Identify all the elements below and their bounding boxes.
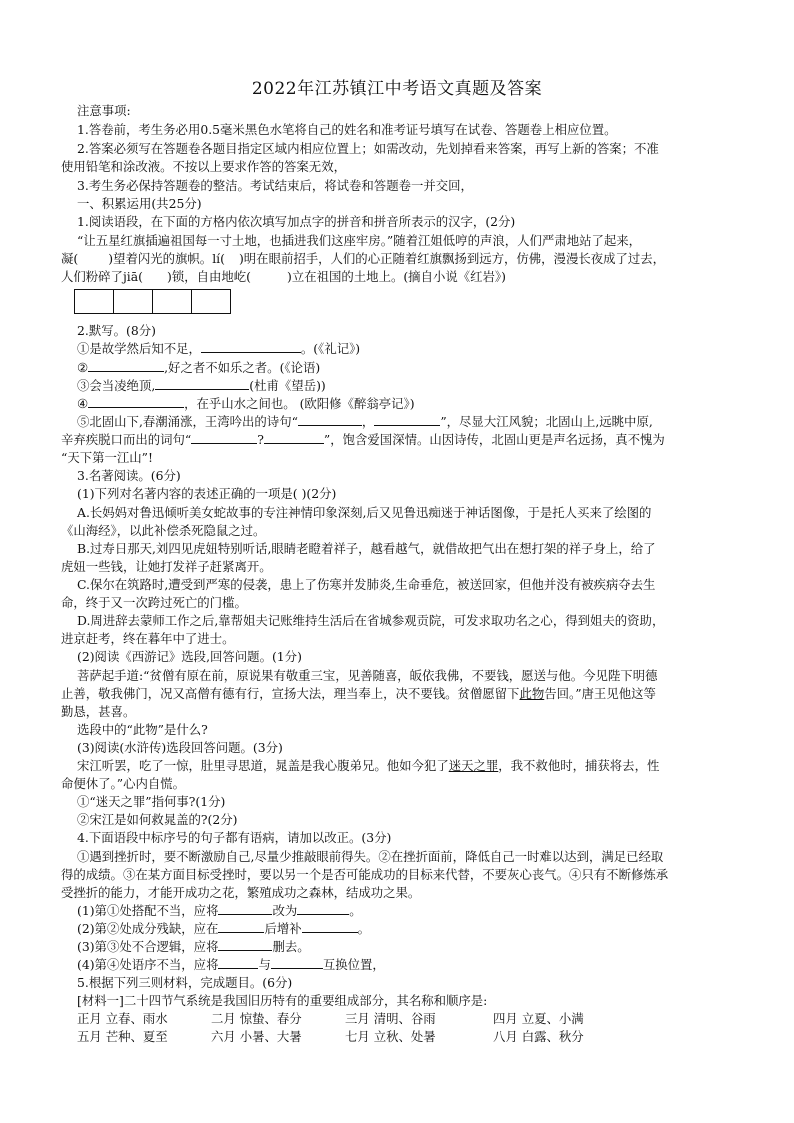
q2-line-6: 辛弃疾脱口而出的词句“ ? ”，饱含爱国深情。山因诗传，北固山更是声名远扬，真不愧为 [61,432,665,447]
q3-stem: 3.名著阅读。(6分) [77,468,181,483]
q4-passage-line-3: 受挫折的能力，才能开成功之花，繁殖成功之森林，结成功之果。 [61,885,421,900]
xiyouji-excerpt-line-2: 止善，敬我佛门，况又高僧有德有行，宣扬大法，理当奉上，决不要钱。贫僧愿留下此物告回。”唐王见他这等 [61,686,656,701]
q3-sub-1: (1)下列对名著内容的表述正确的一项是( )(2分) [77,486,337,501]
q3-option-d: D.周进辞去蒙师工作之后,靠帮姐夫记账维持生活后在省城参观贡院，可发求取功名之心，得到姐夫的资助， [77,613,665,628]
xiyouji-excerpt-line-3: 勤恳，甚喜。 [61,704,136,719]
notice-item-1: 1.答卷前，考生务必用0.5毫米黑色水笔将自己的姓名和准考证号填写在试卷、答题卷上相应位置。 [77,122,617,137]
q4-answer-1: (1)第①处搭配不当，应将 改为 。 [77,903,362,918]
q3-option-a: A.长妈妈对鲁迅倾听美女蛇故事的专注神情印象深刻,后又见鲁迅痴迷于神话图像，于是托人买来了绘图的 [77,505,652,520]
q3-option-b-cont: 虎妞一些钱，让她打发祥子赶紧离开。 [61,559,272,574]
q1-passage-line-1: “让五星红旗插遍祖国每一寸土地，也插进我们这座牢房。”随着江姐低哼的声浪，人们严肃地站了起来， [77,233,642,248]
q2-line-3: ③会当凌绝顶, (杜甫《望岳)) [77,378,326,393]
notice-heading: 注意事项: [77,103,131,118]
solar-terms-row-2: 五月 芒种、夏至 六月 小暑、大暑 七月 立秋、处暑 八月 白露、秋分 [77,1029,584,1044]
q4-answer-4: (4)第④处语序不当，应将 与 互换位置， [77,957,385,972]
q4-stem: 4.下面语段中标序号的句子都有语病，请加以改正。(3分) [77,830,392,845]
q2-line-4: ④ ，在乎山水之间也。 (欧阳修《醉翁亭记》) [77,396,415,411]
answer-box[interactable] [191,289,231,314]
q2-stem: 2.默写。(8分) [77,323,156,338]
q3-option-c: C.保尔在筑路时,遭受到严寒的侵袭，患上了伤寒并发肺炎,生命垂危，被送回家，但他并没有被疾病夺去生 [77,577,656,592]
q3-option-c-cont: 命，终于又一次跨过死亡的门槛。 [61,595,247,610]
q3-sub-3-question-1: ①“迷天之罪”指何事?(1分) [77,794,226,809]
q2-line-2: ② ,好之者不如乐之者。(《论语) [77,360,321,375]
q4-answer-2: (2)第②处成分残缺，应在 后增补 。 [77,921,371,936]
page-title: 2022年江苏镇江中考语文真题及答案 [251,79,543,99]
xiyouji-excerpt-line-1: 菩萨起手道:“贫僧有原在前，原说果有敬重三宝，见善随喜，皈依我佛，不要钱，愿送与他。今见陛下明德 [77,668,658,683]
q5-material-1: [材料一]二十四节气系统是我国旧历特有的重要组成部分，其名称和顺序是: [77,993,488,1008]
answer-box[interactable] [74,289,114,314]
answer-box[interactable] [113,289,153,314]
shuihu-excerpt-line-2: 命便休了。”心内自慌。 [61,776,186,791]
q3-sub-3: (3)阅读(水浒传)选段回答问题。(3分) [77,740,283,755]
q3-sub-3-question-2: ②宋江是如何救晁盖的?(2分) [77,812,238,827]
q4-passage-line-2: 得的成绩。③在某方面目标受挫时，要以另一个是否可能成功的目标来代替，不要灰心丧气。④只有不断修炼承 [61,867,669,882]
q1-passage-line-2: 凝( )望着闪光的旗帜。lí( )明在眼前招手，人们的心正随着红旗飘扬到远方，仿佛，漫漫长夜成了过去， [61,251,666,266]
notice-item-2: 2.答案必须写在答题卷各题目指定区域内相应位置上；如需改动，先划掉看来答案，再写上新的答案；不准 [77,141,659,156]
q3-option-a-cont: 《山海经》，以此补偿杀死隐鼠之过。 [61,523,266,538]
solar-terms-row-1: 正月 立春、雨水 二月 惊蛰、春分 三月 清明、谷雨 四月 立夏、小满 [77,1011,584,1026]
q1-answer-boxes[interactable] [74,289,230,314]
answer-box[interactable] [152,289,192,314]
section-1-heading: 一、积累运用(共25分) [77,196,202,211]
q1-passage-line-3: 人们粉碎了jiā( )锁，自由地屹( )立在祖国的土地上。(摘自小说《红岩》) [61,269,506,284]
q2-line-7: “天下第一江山”! [61,450,153,465]
q4-passage-line-1: ①遇到挫折时，要不断激励自己,尽量少推敲眼前得失。②在挫折面前，降低自己一时难以达到，满足已经取 [77,849,664,864]
q3-option-b: B.过寿日那天,刘四见虎妞特别听话,眼睛老瞪着祥子，越看越气，就借故把气出在想打架的祥子身上，给了 [77,541,656,556]
q3-sub-2-question: 选段中的“此物”是什么? [77,722,208,737]
q5-stem: 5.根据下列三则材料，完成题目。(6分) [77,975,293,990]
q2-line-5: ⑤北固山下,春潮涌涨，王湾吟出的诗句“ ， ”，尽显大江风貌；北固山上,远眺中原, [77,414,653,429]
q2-line-1: ①是故学然后知不足， 。(《礼记》) [77,341,361,356]
shuihu-excerpt-line-1: 宋江听罢，吃了一惊，肚里寻思道，晁盖是我心腹弟兄。他如今犯了迷天之罪，我不救他时，捕获将去，性 [77,758,660,773]
q3-sub-2: (2)阅读《西游记》选段,回答问题。(1分) [77,649,302,664]
notice-item-2-cont: 使用铅笔和涂改液。不按以上要求作答的答案无效， [61,159,346,174]
q3-option-d-cont: 进京赶考，终在暮年中了进士。 [61,631,235,646]
notice-item-3: 3.考生务必保持答题卷的整洁。考试结束后，将试卷和答题卷一并交回， [77,178,473,193]
q1-stem: 1.阅读语段，在下面的方格内依次填写加点字的拼音和拼音所表示的汉字，(2分) [77,214,516,229]
q4-answer-3: (3)第③处不合逻辑，应将 删去。 [77,939,310,954]
